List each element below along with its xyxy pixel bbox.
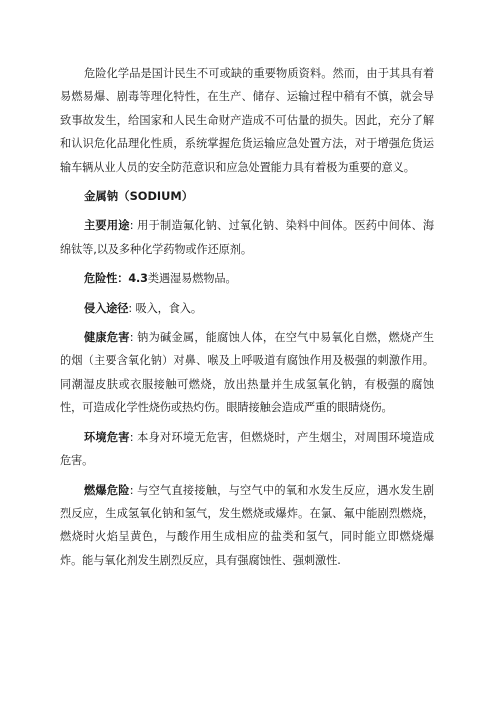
section-label: 主要用途 — [84, 219, 130, 233]
section-label: 危险性：4.3 — [84, 272, 148, 286]
section-text: : 钠为碱金属，能腐蚀人体，在空气中易氧化自燃，燃烧产生的烟（主要含氧化钠）对鼻、喉及上呼吸道有腐蚀作用及极强的刺激作用。同潮湿皮肤或衣服接触可燃烧，放出热量并生成氢氧化钠，有极强的腐蚀性，可造成化学性烧伤或热灼伤。眼睛接触会造成严重的眼睛烧伤。 — [60, 331, 434, 415]
section-hazard-class — [60, 267, 434, 290]
section-health-hazard — [60, 326, 434, 420]
section-text: : 吸入，食入。 — [128, 301, 203, 315]
section-text: : 与空气直接接触，与空气中的氧和水发生反应，遇水发生剧烈反应，生成氢氧化钠和氢气，发生燃烧或爆炸。在氯、氟中能剧烈燃烧，燃烧时火焰呈黄色，与酸作用生成相应的盐类和氢气，同时能立即燃烧爆炸。能与氧化剂发生剧烈反应，具有强腐蚀性、强刺激性. — [60, 483, 434, 567]
section-text: : 用于制造氟化钠、过氧化钠、染料中间体。医药中间体、海绵钛等,以及多种化学药物或作还原剂。 — [60, 219, 434, 256]
section-label: 健康危害 — [84, 331, 130, 345]
section-text: : 本身对环境无危害，但燃烧时，产生烟尘，对周围环境造成危害。 — [60, 430, 434, 468]
section-fire-explosion-hazard — [60, 479, 434, 573]
substance-title: 金属钠（SODIUM） — [84, 189, 194, 204]
section-environment-hazard — [60, 426, 434, 473]
section-label: 环境危害 — [84, 430, 130, 444]
section-label: 燃爆危险 — [84, 483, 130, 497]
section-text: 类遇湿易燃物品。 — [147, 272, 237, 286]
section-exposure-route — [60, 297, 434, 320]
intro-paragraph: 危险化学品是国计民生不可或缺的重要物质资料。然而，由于其具有着易燃易爆、剧毒等理化特性，在生产、储存、运输过程中稍有不慎，就会导致事故发生，给国家和人民生命财产造成不可估量的损失。因此，充分了解和认识危化品理化性质，系统掌握危货运输应急处置方法，对于增强危货运输车辆从业人员的安全防范意识和应急处置能力具有着极为重要的意义。 — [60, 67, 434, 174]
section-label: 侵入途径 — [84, 301, 129, 315]
section-usage — [60, 214, 434, 261]
